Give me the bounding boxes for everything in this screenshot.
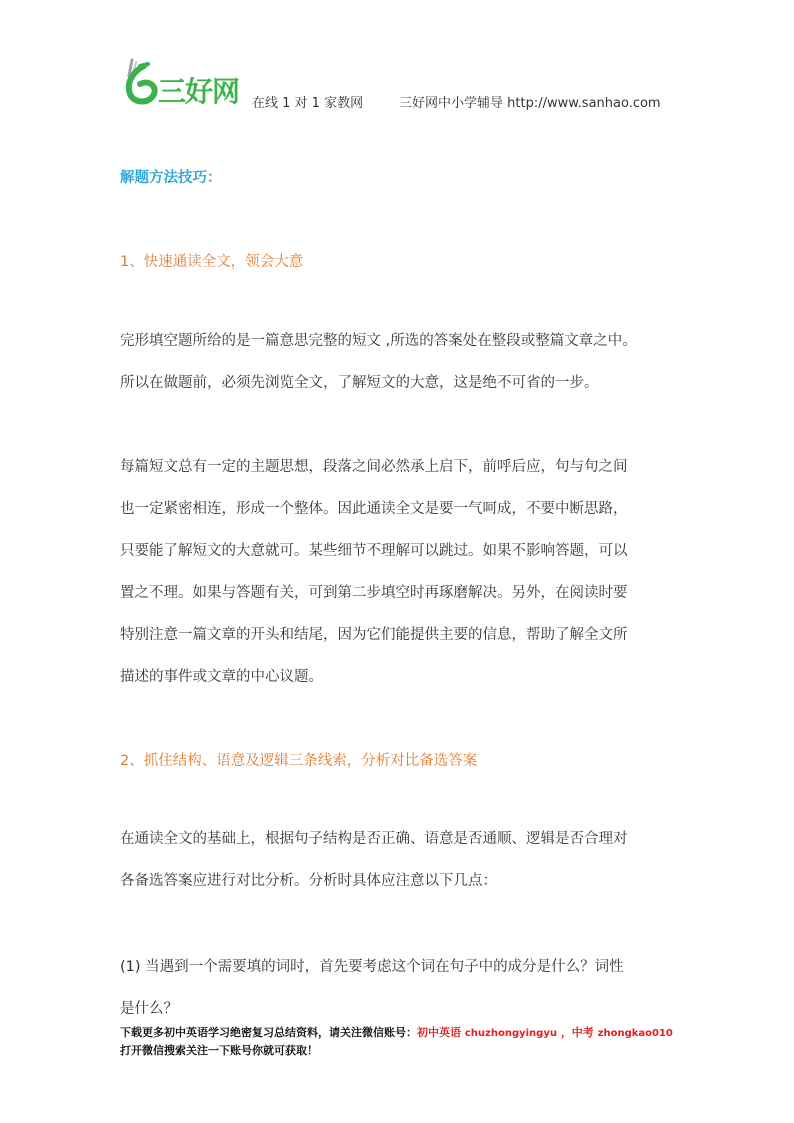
page-header (118, 58, 698, 111)
footer-separator: ，中考 (560, 1026, 594, 1039)
paragraph-line: 只要能了解短文的大意就可。某些细节不理解可以跳过。如果不影响答题，可以 (120, 543, 628, 559)
paragraph-line: (1) 当遇到一个需要填的词时，首先要考虑这个词在句子中的成分是什么？词性 (120, 959, 624, 975)
paragraph-line: 是什么？ (120, 1001, 178, 1017)
paragraph-1 (120, 320, 686, 404)
footer-line-1 (120, 1024, 700, 1042)
header-site-link[interactable]: 三好网中小学辅导 http://www.sanhao.com (399, 96, 661, 111)
paragraph-line: 也一定紧密相连，形成一个整体。因此通读全文是要一气呵成，不要中断思路， (120, 501, 628, 517)
footer-line-2: 打开微信搜索关注一下账号你就可获取！ (120, 1044, 318, 1057)
paragraph-line: 特别注意一篇文章的开头和结尾，因为它们能提供主要的信息，帮助了解全文所 (120, 627, 628, 643)
heading-2: 2、抓住结构、语意及逻辑三条线索，分析对比备选答案 (120, 753, 478, 769)
paragraph-2 (120, 446, 686, 698)
paragraph-4 (120, 946, 686, 1030)
footer-account-name: 初中英语 (417, 1026, 461, 1039)
paragraph-line: 描述的事件或文章的中心议题。 (120, 669, 323, 685)
paragraph-line: 置之不理。如果与答题有关，可到第二步填空时再琢磨解决。另外，在阅读时要 (120, 585, 628, 601)
heading-1: 1、快速通读全文，领会大意 (120, 254, 304, 270)
paragraph-3 (120, 818, 686, 902)
page-footer (120, 1024, 700, 1059)
paragraph-line: 各备选答案应进行对比分析。分析时具体应注意以下几点： (120, 873, 497, 889)
footer-account-id-2: zhongkao010 (597, 1028, 673, 1039)
sanhao-logo (118, 58, 250, 108)
header-tagline: 在线 1 对 1 家教网 (252, 96, 364, 111)
section-title: 解题方法技巧： (120, 170, 222, 186)
footer-prefix: 下载更多初中英语学习绝密复习总结资料，请关注微信账号： (120, 1026, 417, 1039)
paragraph-line: 每篇短文总有一定的主题思想，段落之间必然承上启下，前呼后应，句与句之间 (120, 459, 628, 475)
footer-account-id: chuzhongyingyu (464, 1028, 557, 1039)
logo-mark-icon (122, 58, 162, 106)
paragraph-line: 在通读全文的基础上，根据句子结构是否正确、语意是否通顺、逻辑是否合理对 (120, 831, 628, 847)
paragraph-line: 完形填空题所给的是一篇意思完整的短文 ,所选的答案处在整段或整篇文章之中。 (120, 333, 637, 349)
paragraph-line: 所以在做题前，必须先浏览全文，了解短文的大意，这是绝不可省的一步。 (120, 375, 599, 391)
logo-text: 三好网 (158, 75, 240, 108)
